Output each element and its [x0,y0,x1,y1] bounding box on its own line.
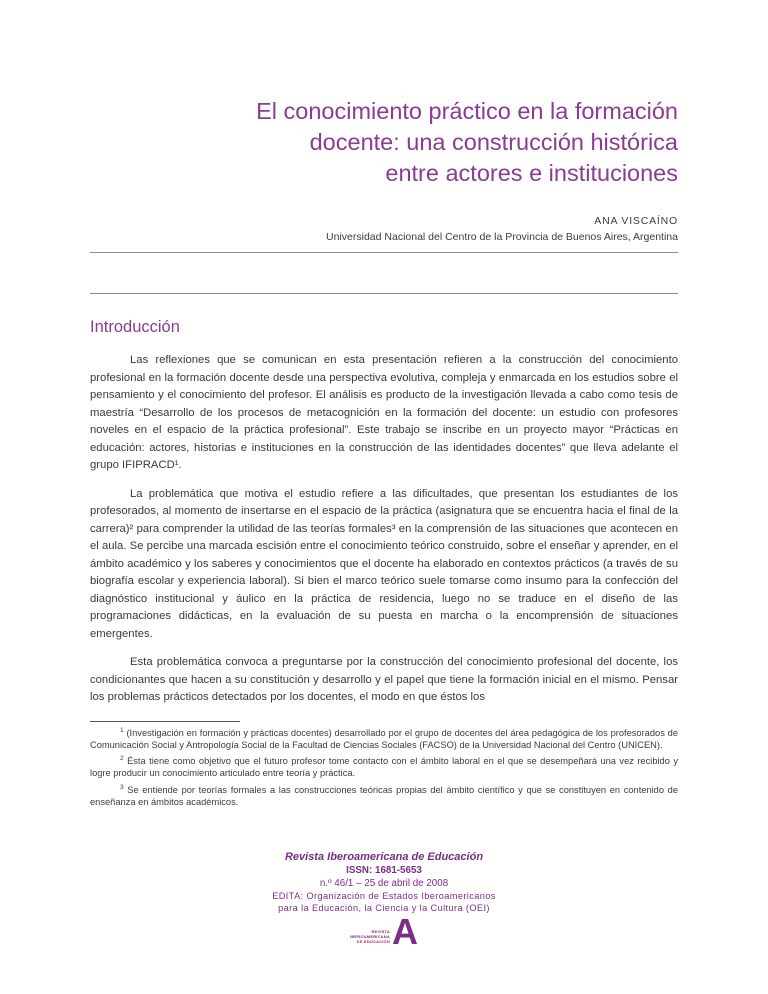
footnote-1-marker: 1 [120,726,124,734]
footnote-2-marker: 2 [120,755,124,762]
body-paragraph-2: La problemática que motiva el estudio refiere a las dificultades, que presentan los estudiantes de los profesorados, al momento de insertarse en el espacio de la práctica (asignatura que se encuentra hacia el final de la carrera)² para comprender la utilidad de las teorías formales³ en la comprensión de las situaciones que acontecen en el aula. Se percibe una marcada escisión entre el conocimiento teórico construido, sobre el enseñar y aprender, en el ámbito académico y los saberes y conocimientos que el docente ha elaborado en contextos prácticos (a través de su biografía escolar y experiencia laboral). Si bien el marco teórico suele tomarse como insumo para la confección del diagnóstico institucional y áulico en la práctica de residencia, luego no se traduce en el diseño de las programaciones didácticas, en la evaluación de su puesta en marcha o la encomprensión de situaciones emergentes. [90,487,678,640]
title-line-3: entre actores e instituciones [385,160,678,186]
footnote-3-marker: 3 [120,783,124,791]
footer-publisher-line-2: para la Educación, la Ciencia y la Cultura (OEI) [278,903,490,913]
footnote-2-text: Ésta tiene como objetivo que el futuro profesor tome contacto con el ámbito laboral en el que se desempeñará una vez recibido y logre producir un conocimiento articulado entre teoría y práctica. [90,756,678,779]
logo-caption-line-1: REVISTA [371,929,390,934]
journal-footer [0,851,768,913]
title-line-2: docente: una construcción histórica [309,129,678,155]
footer-issn: ISSN: 1681-5653 [346,865,422,876]
footnote-2 [90,755,678,780]
footer-journal-title: Revista Iberoamericana de Educación [284,851,484,863]
page-content [90,96,678,808]
journal-logo [0,911,768,952]
footnote-separator [90,721,240,722]
footer-publisher-line-1: EDITA: Organización de Estados Iberoamericanos [272,891,496,901]
footnote-3 [90,784,678,809]
author-block [90,215,678,243]
journal-logo-mark [350,911,418,952]
logo-caption [350,929,390,944]
footnote-1-text: (Investigación en formación y prácticas docentes) desarrollado por el grupo de docentes del área pedagógica de los profesorados de Comunicación Social y Antropología Social de la Facultad de Ciencias Sociales (FACSO) de la Universidad Nacional del Centro (UNICEN). [90,727,678,750]
section-heading-introduccion: Introducción [90,318,180,336]
logo-letter-a: A [391,911,418,952]
divider-bottom [90,293,678,294]
title-line-1: El conocimiento práctico en la formación [256,98,678,124]
body-paragraph-1: Las reflexiones que se comunican en esta presentación refieren a la construcción del conocimiento profesional en la formación docente desde una perspectiva evolutiva, compleja y enmarcada en los estudios sobre el pensamiento y el conocimiento del profesor. El análisis es producto de la investigación llevada a cabo como tesis de maestría “Desarrollo de los procesos de metacognición en la formación del docente: un estudio con profesores noveles en el espacio de la práctica profesional”. Este trabajo se inscribe en un proyecto mayor “Prácticas en educación: actores, historias e instituciones en la construcción de las identidades docentes” que lleva adelante el grupo IFIPRACD¹. [90,354,678,471]
footer-issue-date: n.º 46/1 – 25 de abril de 2008 [319,878,449,889]
author-affiliation: Universidad Nacional del Centro de la Provincia de Buenos Aires, Argentina [326,231,678,243]
logo-caption-line-2: IBEROAMERICANA [350,934,390,939]
article-title [90,96,678,189]
footnote-1 [90,727,678,752]
footnote-3-text: Se entiende por teorías formales a las construcciones teóricas propias del ámbito científico y que se constituyen en contenido de enseñanza en ámbitos académicos. [90,784,678,807]
body-paragraph-3: Esta problemática convoca a preguntarse por la construcción del conocimiento profesional del docente, los condicionantes que hacen a su constitución y desarrollo y el papel que tiene la formación inicial en el mismo. Pensar los problemas prácticos detectados por los docentes, el modo en que éstos los [90,656,678,703]
author-name: ANA VISCAÍNO [594,215,678,227]
divider-top [90,252,678,253]
logo-caption-line-3: DE EDUCACIÓN [356,939,390,944]
